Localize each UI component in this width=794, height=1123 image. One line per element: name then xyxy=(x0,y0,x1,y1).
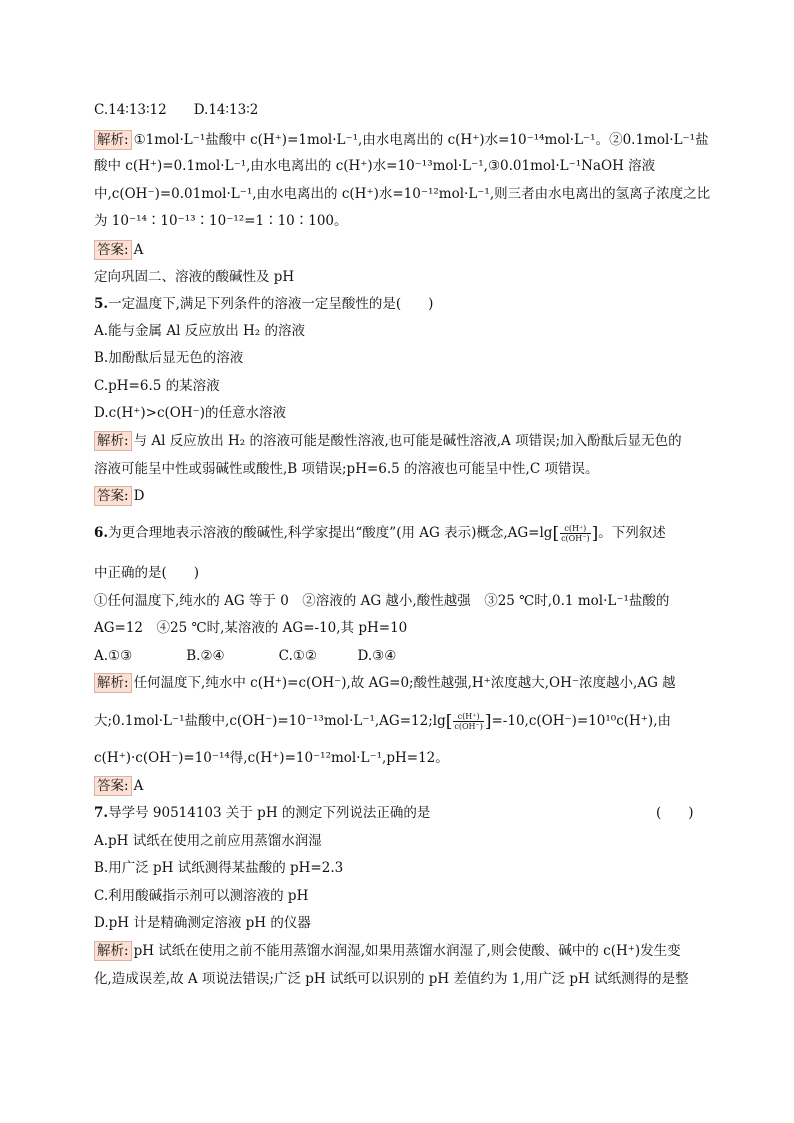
text: 与 Al 反应放出 H₂ 的溶液可能是酸性溶液,也可能是碱性溶液,A 项错误;加入酚酞后显无色的 xyxy=(133,433,682,449)
question-text: 为更合理地表示溶液的酸碱性,科学家提出“酸度”(用 AG 表示)概念,AG=lg xyxy=(108,525,553,541)
answer-value: A xyxy=(133,778,144,794)
question-line xyxy=(94,563,199,583)
option-c xyxy=(94,886,308,906)
answer-line xyxy=(94,776,143,796)
answer-tag: 答案: xyxy=(94,240,132,260)
text: AG=12 ④25 ℃时,某溶液的 AG=-10,其 pH=10 xyxy=(94,620,408,636)
text: 中,c(OH⁻)=0.01mol·L⁻¹,由水电离出的 c(H⁺)水=10⁻¹²mol·L⁻¹,则三者由水电离出的氢离子浓度之比 xyxy=(94,186,711,202)
text: D.pH 计是精确测定溶液 pH 的仪器 xyxy=(94,915,311,931)
question-6 xyxy=(94,523,666,544)
bracket: [ xyxy=(552,523,560,544)
text: C.利用酸碱指示剂可以测溶液的 pH xyxy=(94,888,309,904)
analysis-line xyxy=(94,156,655,176)
analysis-tag: 解析: xyxy=(94,130,132,150)
question-line xyxy=(94,591,669,611)
analysis-tag: 解析: xyxy=(94,941,132,961)
bracket: ] xyxy=(591,523,599,544)
text: C.14∶13∶12 D.14∶13∶2 xyxy=(94,102,259,118)
option-line xyxy=(94,100,258,120)
denominator: c(OH⁻) xyxy=(561,534,590,543)
denominator: c(OH⁻) xyxy=(454,722,483,731)
question-text: 导学号 90514103 关于 pH 的测定下列说法正确的是 xyxy=(108,805,431,821)
option-d xyxy=(94,913,311,933)
text: =-10,c(OH⁻)=10¹⁰c(H⁺),由 xyxy=(491,713,671,729)
question-5 xyxy=(94,294,433,314)
question-7 xyxy=(94,803,430,823)
text: c(H⁺)·c(OH⁻)=10⁻¹⁴得,c(H⁺)=10⁻¹²mol·L⁻¹,pH=12。 xyxy=(94,750,449,766)
analysis-line xyxy=(94,431,682,451)
analysis-line xyxy=(94,711,671,732)
text: C.pH=6.5 的某溶液 xyxy=(94,378,220,394)
question-line xyxy=(94,618,407,638)
analysis-line xyxy=(94,941,681,961)
analysis-line xyxy=(94,459,598,479)
text: 酸中 c(H⁺)=0.1mol·L⁻¹,由水电离出的 c(H⁺)水=10⁻¹³mol·L⁻¹,③0.01mol·L⁻¹NaOH 溶液 xyxy=(94,158,656,174)
analysis-line xyxy=(94,184,710,204)
bracket: ] xyxy=(484,711,492,732)
text: ( ) xyxy=(656,805,694,821)
answer-value: A xyxy=(133,242,144,258)
option-b xyxy=(94,348,243,368)
text: A.能与金属 Al 反应放出 H₂ 的溶液 xyxy=(94,323,305,339)
text: 任何温度下,纯水中 c(H⁺)=c(OH⁻),故 AG=0;酸性越强,H⁺浓度越大,OH⁻浓度越小,AG 越 xyxy=(133,675,676,691)
analysis-line xyxy=(94,969,689,989)
answer-value: D xyxy=(133,488,145,504)
analysis-line xyxy=(94,211,348,231)
analysis-tag: 解析: xyxy=(94,673,132,693)
bracket: [ xyxy=(445,711,453,732)
option-a xyxy=(94,831,322,851)
text: ①1mol·L⁻¹盐酸中 c(H⁺)=1mol·L⁻¹,由水电离出的 c(H⁺)水=10⁻¹⁴mol·L⁻¹。②0.1mol·L⁻¹盐 xyxy=(133,132,709,148)
text: D.c(H⁺)>c(OH⁻)的任意水溶液 xyxy=(94,405,286,421)
analysis-line xyxy=(94,673,676,693)
text: A.pH 试纸在使用之前应用蒸馏水润湿 xyxy=(94,833,322,849)
analysis-line xyxy=(94,130,709,150)
text: B.加酚酞后显无色的溶液 xyxy=(94,350,244,366)
text: 化,造成误差,故 A 项说法错误;广泛 pH 试纸可以识别的 pH 差值约为 1,用广泛 pH 试纸测得的是整 xyxy=(94,971,689,987)
answer-line xyxy=(94,240,143,260)
question-text: 一定温度下,满足下列条件的溶液一定呈酸性的是( ) xyxy=(108,296,434,312)
option-a xyxy=(94,321,305,341)
text: 定向巩固二、溶液的酸碱性及 pH xyxy=(94,269,295,285)
text: 溶液可能呈中性或弱碱性或酸性,B 项错误;pH=6.5 的溶液也可能呈中性,C 项错误。 xyxy=(94,461,599,477)
fraction xyxy=(453,712,483,731)
text: B.用广泛 pH 试纸测得某盐酸的 pH=2.3 xyxy=(94,860,344,876)
answer-tag: 答案: xyxy=(94,776,132,796)
fraction xyxy=(560,524,590,543)
text: A.①③ B.②④ C.①② D.③④ xyxy=(94,648,397,664)
analysis-tag: 解析: xyxy=(94,431,132,451)
text: 大;0.1mol·L⁻¹盐酸中,c(OH⁻)=10⁻¹³mol·L⁻¹,AG=12;lg xyxy=(94,713,446,729)
answer-paren xyxy=(656,803,694,823)
options-line xyxy=(94,646,396,666)
numerator: c(H⁺) xyxy=(560,524,590,534)
option-c xyxy=(94,376,220,396)
text: 为 10⁻¹⁴∶10⁻¹³∶10⁻¹²=1∶10∶100。 xyxy=(94,213,348,229)
question-number: 6. xyxy=(94,525,109,541)
numerator: c(H⁺) xyxy=(453,712,483,722)
question-number: 5. xyxy=(94,296,109,312)
answer-tag: 答案: xyxy=(94,486,132,506)
text: 中正确的是( ) xyxy=(94,565,200,581)
text: ①任何温度下,纯水的 AG 等于 0 ②溶液的 AG 越小,酸性越强 ③25 ℃时,0.1 mol·L⁻¹盐酸的 xyxy=(94,593,670,609)
option-b xyxy=(94,858,343,878)
question-number: 7. xyxy=(94,805,109,821)
answer-line xyxy=(94,486,144,506)
analysis-line xyxy=(94,748,449,768)
text: pH 试纸在使用之前不能用蒸馏水润湿,如果用蒸馏水润湿了,则会使酸、碱中的 c(H⁺)发生变 xyxy=(133,943,681,959)
option-d xyxy=(94,403,286,423)
question-text: 。下列叙述 xyxy=(598,525,666,541)
section-heading xyxy=(94,267,294,287)
